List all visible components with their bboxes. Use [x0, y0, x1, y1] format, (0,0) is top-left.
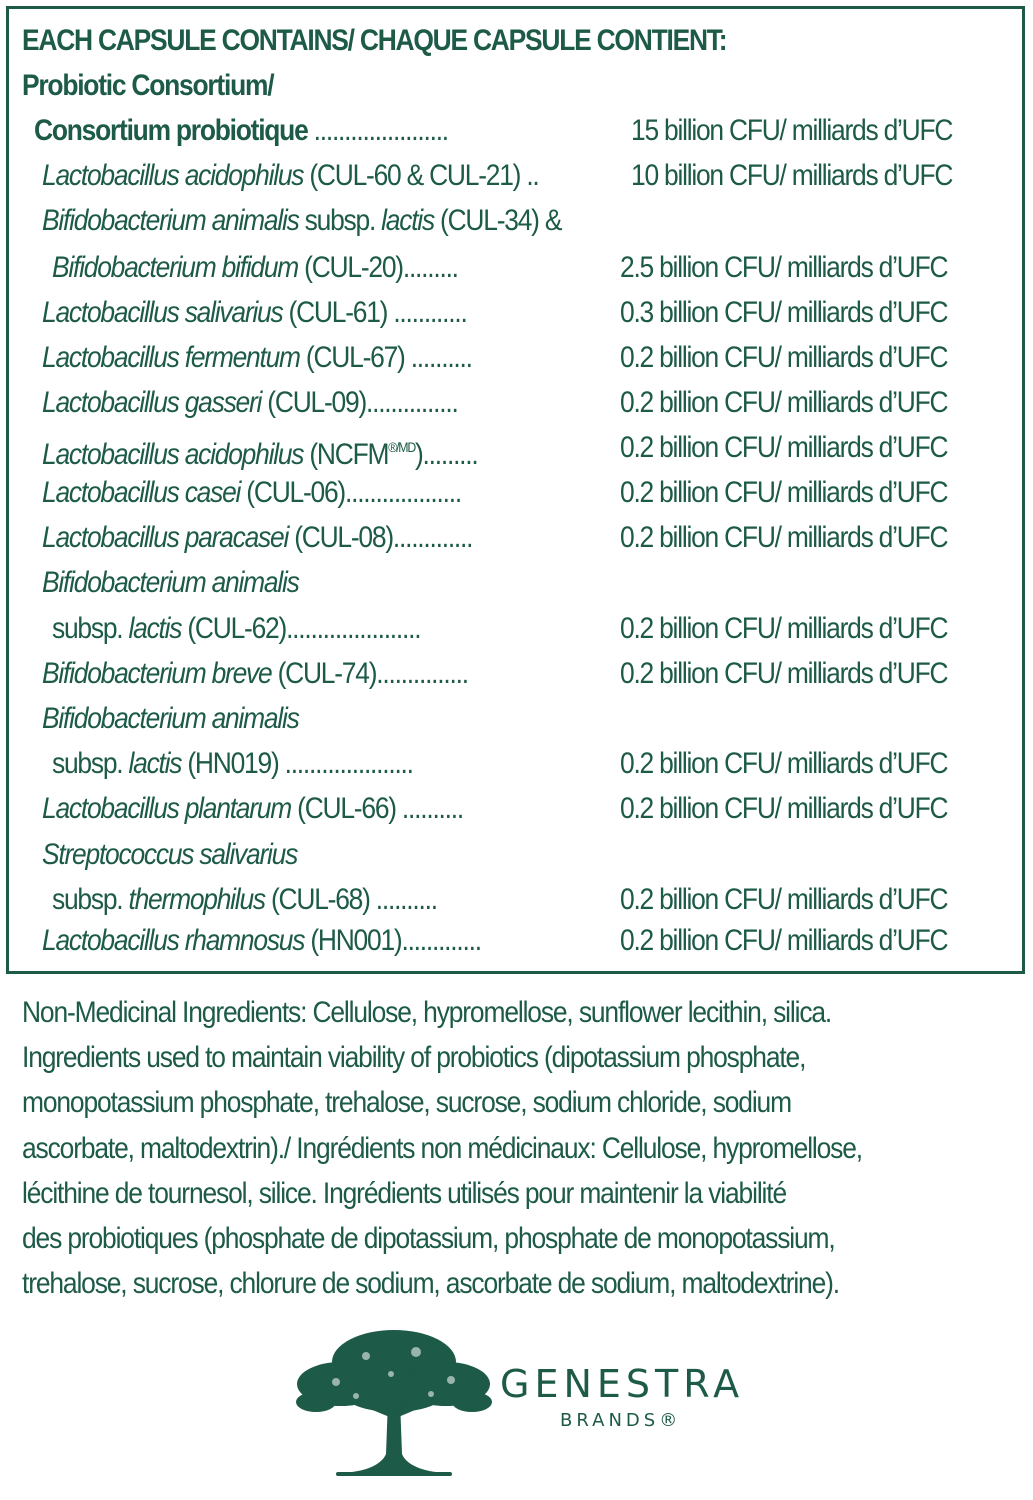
consortium-amount: 15 billion CFU/ milliards d’UFC [631, 114, 953, 147]
ingredient-amount: 0.2 billion CFU/ milliards d’UFC [620, 883, 948, 916]
ingredient-row: Bifidobacterium breve (CUL-74)............... [42, 657, 468, 690]
consortium-label-fr: Consortium probiotique ...................... [34, 114, 448, 147]
ingredient-row: Lactobacillus rhamnosus (HN001)............. [42, 924, 481, 957]
ingredient-row: Bifidobacterium bifidum (CUL-20)......... [52, 251, 458, 284]
ingredient-row: Lactobacillus salivarius (CUL-61) ............ [42, 296, 467, 329]
non-medicinal-line: Ingredients used to maintain viability of probiotics (dipotassium phosphate, [22, 1041, 806, 1074]
ingredient-amount: 0.2 billion CFU/ milliards d’UFC [620, 612, 948, 645]
non-medicinal-line: des probiotiques (phosphate de dipotassium, phosphate de monopotassium, [22, 1222, 835, 1255]
ingredient-row: Lactobacillus gasseri (CUL-09)............... [42, 386, 458, 419]
ingredient-row: Streptococcus salivarius [42, 838, 298, 871]
ingredient-row: subsp. thermophilus (CUL-68) .......... [52, 883, 437, 916]
ingredient-amount: 0.2 billion CFU/ milliards d’UFC [620, 657, 948, 690]
ingredient-row: Bifidobacterium animalis [42, 702, 299, 735]
ingredient-amount: 0.2 billion CFU/ milliards d’UFC [620, 924, 948, 957]
oak-tree-icon [296, 1322, 492, 1484]
non-medicinal-line: trehalose, sucrose, chlorure de sodium, ascorbate de sodium, maltodextrine). [22, 1267, 839, 1300]
ingredient-amount: 2.5 billion CFU/ milliards d’UFC [620, 251, 948, 284]
ingredient-row: Lactobacillus fermentum (CUL-67) .......... [42, 341, 472, 374]
ingredient-amount: 0.2 billion CFU/ milliards d’UFC [620, 476, 948, 509]
non-medicinal-line: Non-Medicinal Ingredients: Cellulose, hypromellose, sunflower lecithin, silica. [22, 996, 832, 1029]
non-medicinal-line: lécithine de tournesol, silice. Ingrédients utilisés pour maintenir la viabilité [22, 1177, 787, 1210]
ingredient-amount: 0.2 billion CFU/ milliards d’UFC [620, 386, 948, 419]
ingredient-amount: 0.2 billion CFU/ milliards d’UFC [620, 521, 948, 554]
non-medicinal-line: ascorbate, maltodextrin)./ Ingrédients non médicinaux: Cellulose, hypromellose, [22, 1132, 862, 1165]
ingredient-row: Lactobacillus acidophilus $(NCFM^{®/MD})$......... [42, 438, 478, 471]
ingredient-amount: 10 billion CFU/ milliards d’UFC [631, 159, 953, 192]
ingredient-amount: 0.2 billion CFU/ milliards d’UFC [620, 792, 948, 825]
ingredient-row: Bifidobacterium animalis [42, 566, 299, 599]
ingredient-row: Lactobacillus acidophilus (CUL-60 & CUL-21) .. [42, 159, 539, 192]
ingredient-row: Bifidobacterium animalis subsp. lactis (CUL-34) & [42, 204, 562, 237]
brand-name: GENESTRA [500, 1362, 745, 1406]
ingredient-row: subsp. lactis (HN019) ..................... [52, 747, 413, 780]
consortium-label-en: Probiotic Consortium/ [22, 69, 274, 102]
ingredient-amount: 0.2 billion CFU/ milliards d’UFC [620, 747, 948, 780]
capsule-contents-title: EACH CAPSULE CONTAINS/ CHAQUE CAPSULE CONTIENT: [22, 24, 727, 57]
ingredient-row: Lactobacillus casei (CUL-06)................... [42, 476, 461, 509]
ingredient-amount: 0.2 billion CFU/ milliards d’UFC [620, 341, 948, 374]
ingredient-row: Lactobacillus plantarum (CUL-66) .......... [42, 792, 463, 825]
non-medicinal-line: monopotassium phosphate, trehalose, sucrose, sodium chloride, sodium [22, 1086, 791, 1119]
ingredient-amount: 0.3 billion CFU/ milliards d’UFC [620, 296, 948, 329]
brand-subtitle: BRANDS® [560, 1410, 682, 1431]
ingredient-row: Lactobacillus paracasei (CUL-08)............. [42, 521, 473, 554]
ingredient-row: subsp. lactis (CUL-62)...................... [52, 612, 421, 645]
ingredient-amount: 0.2 billion CFU/ milliards d’UFC [620, 431, 948, 464]
